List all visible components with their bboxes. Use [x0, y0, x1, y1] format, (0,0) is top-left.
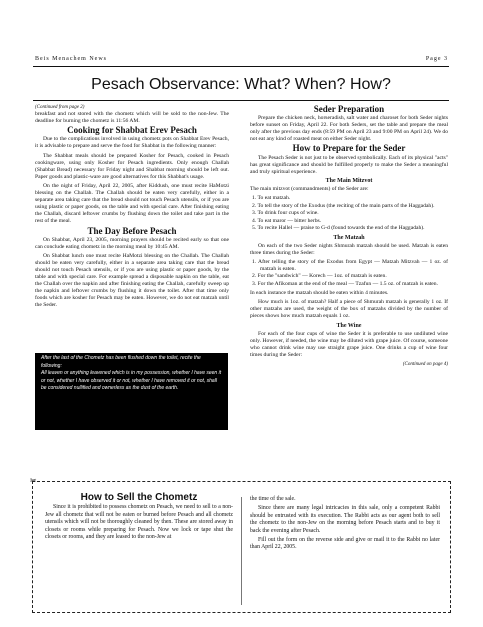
list-item: 4. To eat maror — bitter herbs. [252, 217, 322, 224]
title-rule [33, 100, 449, 101]
header-rule [33, 66, 449, 67]
list-item: 2. For the "sandwich" — Korech — 1oz. of matzah is eaten. [252, 273, 387, 280]
mitzvot-list [250, 195, 448, 232]
paragraph: Prepare the chicken neck, horseradish, salt water and charoset for both Seder nights before sunset on Friday, April 22. For both Seders, set the table and prepare the meal only after the previous day ends (8:59 PM on April 23 and 9:00 PM on April 24). We do not eat any kind of roasted meat on either Seder night. [250, 115, 448, 143]
page-title: Pesach Observance: What? When? How? [91, 76, 391, 93]
continued-from: (Continued from page 2) [35, 105, 85, 110]
right-column [250, 104, 448, 368]
bottom-right-column [250, 496, 440, 554]
paragraph: breakfast and not stored with the chometz which will be sold to the non-Jew. The deadline for burning the chometz is 11:56 AM. [35, 111, 229, 125]
paragraph: On Shabbat, April 23, 2005, morning prayers should be recited early so that one can conclude eating chometz in the morning meal by 10:45 AM. [35, 236, 229, 250]
paragraph: On Shabbat lunch one must recite HaMotzi blessing on the Challah. The Challah should be eaten very carefully, either in a separate area taking care that the bread should not touch Pesach utensils, or if you are using plastic or paper goods, by the table and with special care. For example spread a disposable napkin on the table, eat the Challah over the napkin and after finishing eating the Challah, carefully sweep up the napkin and leftover crumbs by flushing it down the toilet. After that time only foods which are kosher for Pesach may be eaten. However, we do not eat matzah until the Seder. [35, 252, 229, 309]
list-item: 1. After telling the story of the Exodus from Egypt — Matzah Mitzvah — 1 oz. of matzah is eaten. [252, 258, 448, 272]
subheading: The Matzah [333, 234, 365, 241]
paragraph: The Shabbat meals should be prepared Kosher for Pesach, cooked in Pesach cookingware, using only Kosher for Pesach ingredients. Only enough Challah (Shabbat Bread) necessary for Friday night and Shabbat morning should be left out. Paper goods and plastic-ware are good alternatives for this Shabbat's usage. [35, 152, 229, 180]
subheading: The Main Mitzvot [325, 177, 373, 184]
paragraph: the time of the sale. [250, 496, 296, 502]
list-item: 1. To eat matzah. [252, 195, 291, 202]
list-item: 3. To drink four cups of wine. [252, 210, 319, 217]
nullification-box [35, 353, 228, 430]
paragraph: Since it is prohibited to possess chometz on Pesach, we need to sell to a non-Jew all chometz that will not be eaten or burned before Pesach and all chometz utensils which will not be thoroughly cleaned by then. These are stored away in closets or rooms while preparing for Pesach. Now we lock or tape shut the closets or rooms, and they are leased to the non-Jew at [45, 504, 233, 541]
paragraph: Fill out the form on the reverse side and give or mail it to the Rabbi no later than April 22, 2005. [250, 537, 440, 551]
paragraph: For each of the four cups of wine the Seder it is preferable to use undiluted wine only. However, if needed, the wine may be diluted with grape juice. Of course, someone who cannot drink wine may use straight grape juice. One drinks a cup of wine four times during the Seder: [250, 330, 448, 358]
paragraph: On each of the two Seder nights Shmurah matzah should be used. Matzah is eaten three times during the Seder: [250, 242, 448, 256]
paragraph: The main mitzvot (commandments) of the Seder are: [250, 185, 369, 192]
column-divider [241, 497, 242, 605]
paragraph: How much is 1oz. of matzah? Half a piece of Shmurah matzah is generally 1 oz. If other matzahs are used, the weight of the box of matzahs divided by the number of pieces shows how much matzah equals 1 oz. [250, 299, 448, 320]
left-column [35, 104, 229, 312]
section-heading: The Day Before Pesach [87, 225, 177, 236]
list-item: 3. For the Afikoman at the end of the meal — Tzafun — 1.5 oz. of matzah is eaten. [252, 281, 438, 288]
nullification-intro: After the last of the Chometz has been flushed down the toilet, recite the following: [41, 355, 201, 369]
list-item: 5. To recite Hallel — praise to G-d (found towards the end of the Haggadah). [252, 225, 425, 232]
bottom-left-column [45, 492, 233, 543]
page-number: Page 3 [425, 56, 448, 62]
continued-on: (Continued on page 4) [402, 362, 448, 367]
subheading: The Wine [336, 322, 362, 329]
section-heading: How to Sell the Chometz [80, 492, 198, 503]
section-heading: Cooking for Shabbat Erev Pesach [67, 125, 197, 136]
paragraph: The Pesach Seder is not just to be observed symbolically. Each of its physical "acts" has great significance and should be fulfilled properly to make the Seder a meaningful and truly spiritual experience. [250, 154, 448, 175]
nullification-text: All leaven or anything leavened which is in my possession, whether I have seen it or not, whether I have observed it or not, whether I have removed it or not, shall be considered nullified and ownerless as the dust of the earth. [41, 370, 222, 392]
matzah-list [250, 259, 448, 288]
list-item: 2. To tell the story of the Exodus (the reciting of the main parts of the Haggadah). [252, 202, 435, 209]
paragraph: On the night of Friday, April 22, 2005, after Kiddush, one must recite HaMotzi blessing on the Challah. The Challah should be eaten very carefully, either in a separate area taking care that the bread should not touch Pesach utensils, or if you are using plastic or paper goods, on the table and with special care. After finishing eating the Challah, discard leftover crumbs by flushing down the toilet and take part in the rest of the meal. [35, 182, 229, 225]
paragraph: Due to the complications involved in using chometz pots on Shabbat Erev Pesach, it is advisable to prepare and serve the food for Shabbat in the following manner: [35, 136, 229, 150]
newsletter-name: Beis Menachem News [35, 56, 107, 62]
section-heading: How to Prepare for the Seder [292, 143, 406, 154]
scissors-icon: ✂ [30, 476, 37, 485]
paragraph: In each instance the matzah should be eaten within 4 minutes. [250, 290, 389, 297]
section-heading: Seder Preparation [313, 104, 385, 114]
paragraph: Since there are many legal intricacies in this sale, only a competent Rabbi should be entrusted with its execution. The Rabbi acts as our agent both to sell the chometz to the non-Jew on the morning before Pesach starts and to buy it back the evening after Pesach. [250, 505, 440, 534]
